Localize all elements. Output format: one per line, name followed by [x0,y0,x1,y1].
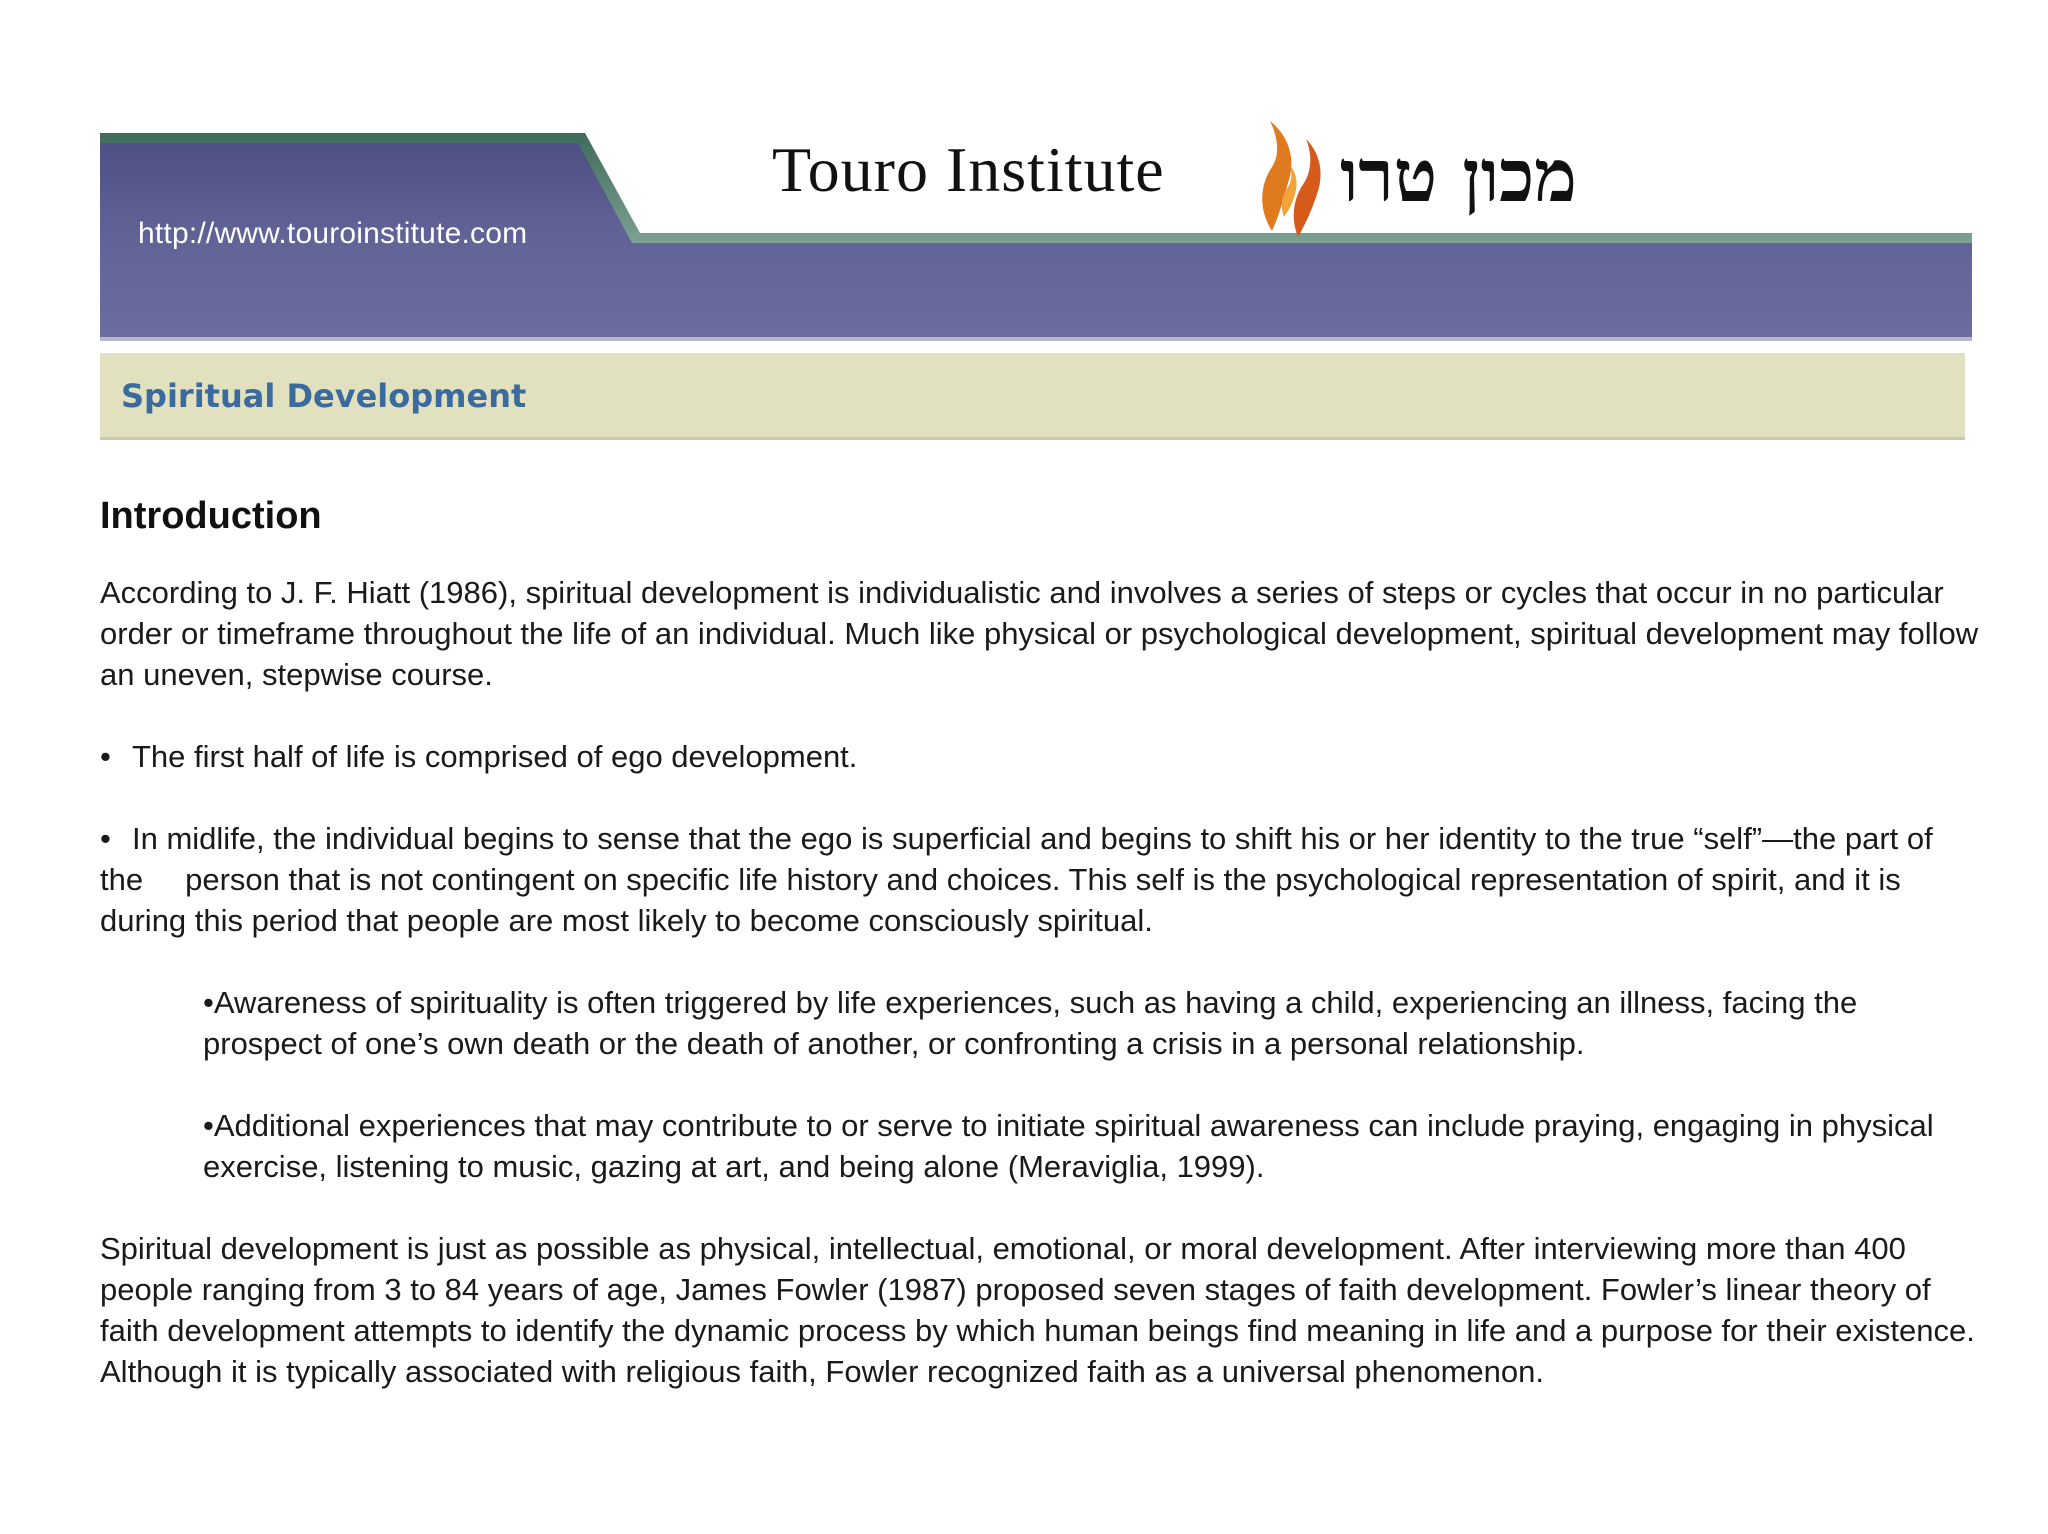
bullet-marker: • [100,739,111,774]
section-title: Spiritual Development [121,377,527,415]
bullet-text-part-2: person that is not contingent on specific life history and choices. This self is the psychological representation of spirit, and it is during this period that people are most likely to become consciously spiritual. [100,862,1901,938]
logo-english-text: Touro Institute [772,134,1165,205]
sub-bullet-item-2: •Additional experiences that may contribute to or serve to initiate spiritual awareness can include praying, engaging in physical exercise, listening to music, gazing at art, and being alone (Meraviglia, 1999). [203,1108,1934,1184]
flame-logo-icon [1250,113,1330,243]
intro-paragraph: According to J. F. Hiatt (1986), spiritual development is individualistic and involves a series of steps or cycles that occur in no particular order or timeframe throughout the life of an individual. Much like physical or psychological development, spiritual development may follow an uneven, stepwise course. [100,575,1979,692]
site-url-link[interactable]: http://www.touroinstitute.com [138,217,528,250]
section-title-bar [100,353,1965,440]
main-content [100,495,1980,1433]
logo-hebrew-text: מכון טרו [1340,133,1577,218]
header-banner [100,133,1972,343]
bullet-item-2 [100,818,1980,941]
bullet-marker: • [100,821,111,856]
sub-bullet-item-1: •Awareness of spirituality is often triggered by life experiences, such as having a child, experiencing an illness, facing the prospect of one’s own death or the death of another, or confronting a crisis in a personal relationship. [203,985,1858,1061]
bullet-text: The first half of life is comprised of ego development. [132,739,858,774]
bullet-item-1 [100,736,1980,777]
page-heading: Introduction [100,495,322,537]
bullet-text-part-1: In midlife, the individual begins to sense that the ego is superficial and begins to shift his or her identity to the true “self”—the part of the [100,821,1933,897]
closing-paragraph: Spiritual development is just as possible as physical, intellectual, emotional, or moral development. After interviewing more than 400 people ranging from 3 to 84 years of age, James Fowler (1987) proposed seven stages of faith development. Fowler’s linear theory of faith development attempts to identify the dynamic process by which human beings find meaning in life and a purpose for their existence. Although it is typically associated with religious faith, Fowler recognized faith as a universal phenomenon. [100,1231,1975,1389]
